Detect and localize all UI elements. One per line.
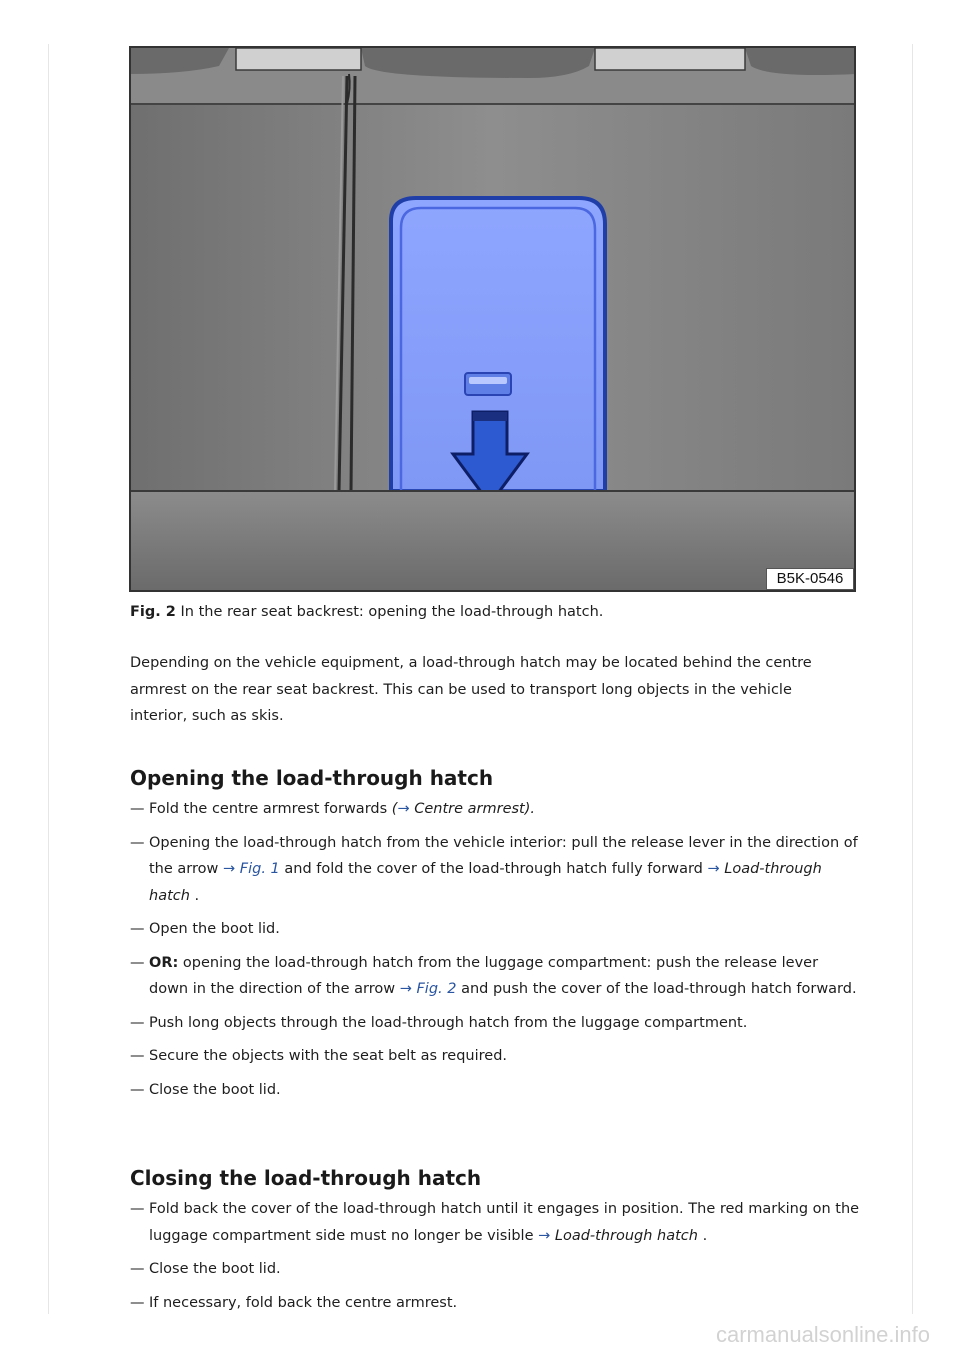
step-text: and fold the cover of the load-through hatch fully forward xyxy=(284,861,703,877)
step-text: Fold the centre armrest forwards xyxy=(149,801,388,817)
list-item xyxy=(130,1290,860,1317)
step-text: Fold back the cover of the load-through hatch until it engages in position. The red marking on the luggage compartment side must no longer be visible xyxy=(149,1201,860,1244)
right-margin-rule xyxy=(912,44,913,1314)
cross-reference-link[interactable]: (→ Centre armrest). xyxy=(391,801,536,817)
closing-steps-list xyxy=(130,1196,860,1323)
reference-arrow-icon: → xyxy=(399,981,412,997)
step-text: Secure the objects with the seat belt as required. xyxy=(149,1048,508,1064)
list-item xyxy=(130,796,860,823)
list-item xyxy=(130,1256,860,1283)
step-dash: — xyxy=(130,1014,145,1031)
step-dash: — xyxy=(130,921,145,937)
step-text: Opening the load-through hatch from the vehicle interior: pull the release lever in the direction of the arrow xyxy=(149,834,858,877)
figure-reference-link[interactable] xyxy=(223,861,280,877)
list-item: — Opening the load-through hatch from the vehicle interior: pull the release lever in the direction of the arrow → Fig. 1 and fold the cover of the load-through hatch fully forward → Load-through hatch . xyxy=(130,830,860,910)
or-label: OR: xyxy=(149,954,179,971)
figure-reference-link[interactable] xyxy=(400,981,457,997)
step-dash: — xyxy=(130,1048,145,1064)
step-dash: — xyxy=(130,1294,145,1311)
hatch-illustration xyxy=(129,46,856,592)
step-text: Close the boot lid. xyxy=(149,1261,281,1277)
cross-reference-link[interactable] xyxy=(538,1228,698,1244)
list-item: — Fold back the cover of the load-through hatch until it engages in position. The red marking on the luggage compartment side must no longer be visible → Load-through hatch . xyxy=(130,1196,860,1249)
reference-arrow-icon: → xyxy=(707,861,720,877)
reference-arrow-icon: → xyxy=(397,801,410,817)
step-dash: — xyxy=(130,1081,145,1098)
opening-steps-list xyxy=(130,796,860,1110)
list-item xyxy=(130,1043,860,1070)
figure-reference-text: Fig. 1 xyxy=(239,861,280,877)
reference-arrow-icon: → xyxy=(538,1227,551,1244)
watermark: carmanualsonline.info xyxy=(715,1322,930,1347)
figure-caption-text: In the rear seat backrest: opening the load-through hatch. xyxy=(180,604,604,620)
figure-code-label: B5K-0546 xyxy=(766,568,854,590)
list-item xyxy=(130,916,860,943)
cross-reference-text: Load-through hatch xyxy=(149,861,822,904)
step-dash: — xyxy=(130,834,145,851)
cross-reference-text: Centre armrest xyxy=(414,801,525,817)
figure-load-through-hatch xyxy=(129,46,856,592)
intro-paragraph: Depending on the vehicle equipment, a load-through hatch may be located behind the centre armrest on the rear seat backrest. This can be used to transport long objects in the vehicle interior, such as skis. xyxy=(130,655,812,724)
cross-reference-text: Load-through hatch xyxy=(554,1227,698,1244)
step-dash: — xyxy=(130,1261,145,1277)
section-title-opening: Opening the load-through hatch xyxy=(130,766,494,790)
figure-caption-label: Fig. 2 xyxy=(130,604,176,620)
list-item xyxy=(130,1010,860,1037)
step-text: If necessary, fold back the centre armrest. xyxy=(149,1294,458,1311)
step-text: and push the cover of the load-through hatch forward. xyxy=(461,981,857,997)
list-item xyxy=(130,950,860,1003)
step-dash: — xyxy=(130,801,145,817)
figure-caption xyxy=(130,604,603,620)
step-text: Close the boot lid. xyxy=(149,1081,281,1098)
section-title-closing: Closing the load-through hatch xyxy=(130,1166,482,1190)
step-text: opening the load-through hatch from the luggage compartment: push the release lever down in the direction of the arrow xyxy=(149,954,819,997)
step-dash: — xyxy=(130,1201,145,1217)
list-item xyxy=(130,1077,860,1104)
figure-reference-text: Fig. 2 xyxy=(416,981,457,997)
reference-arrow-icon: → xyxy=(222,861,236,877)
step-text: Open the boot lid. xyxy=(149,921,280,937)
left-margin-rule xyxy=(48,44,49,1314)
step-dash: — xyxy=(130,954,145,971)
step-text: Push long objects through the load-through hatch from the luggage compartment. xyxy=(149,1014,748,1031)
